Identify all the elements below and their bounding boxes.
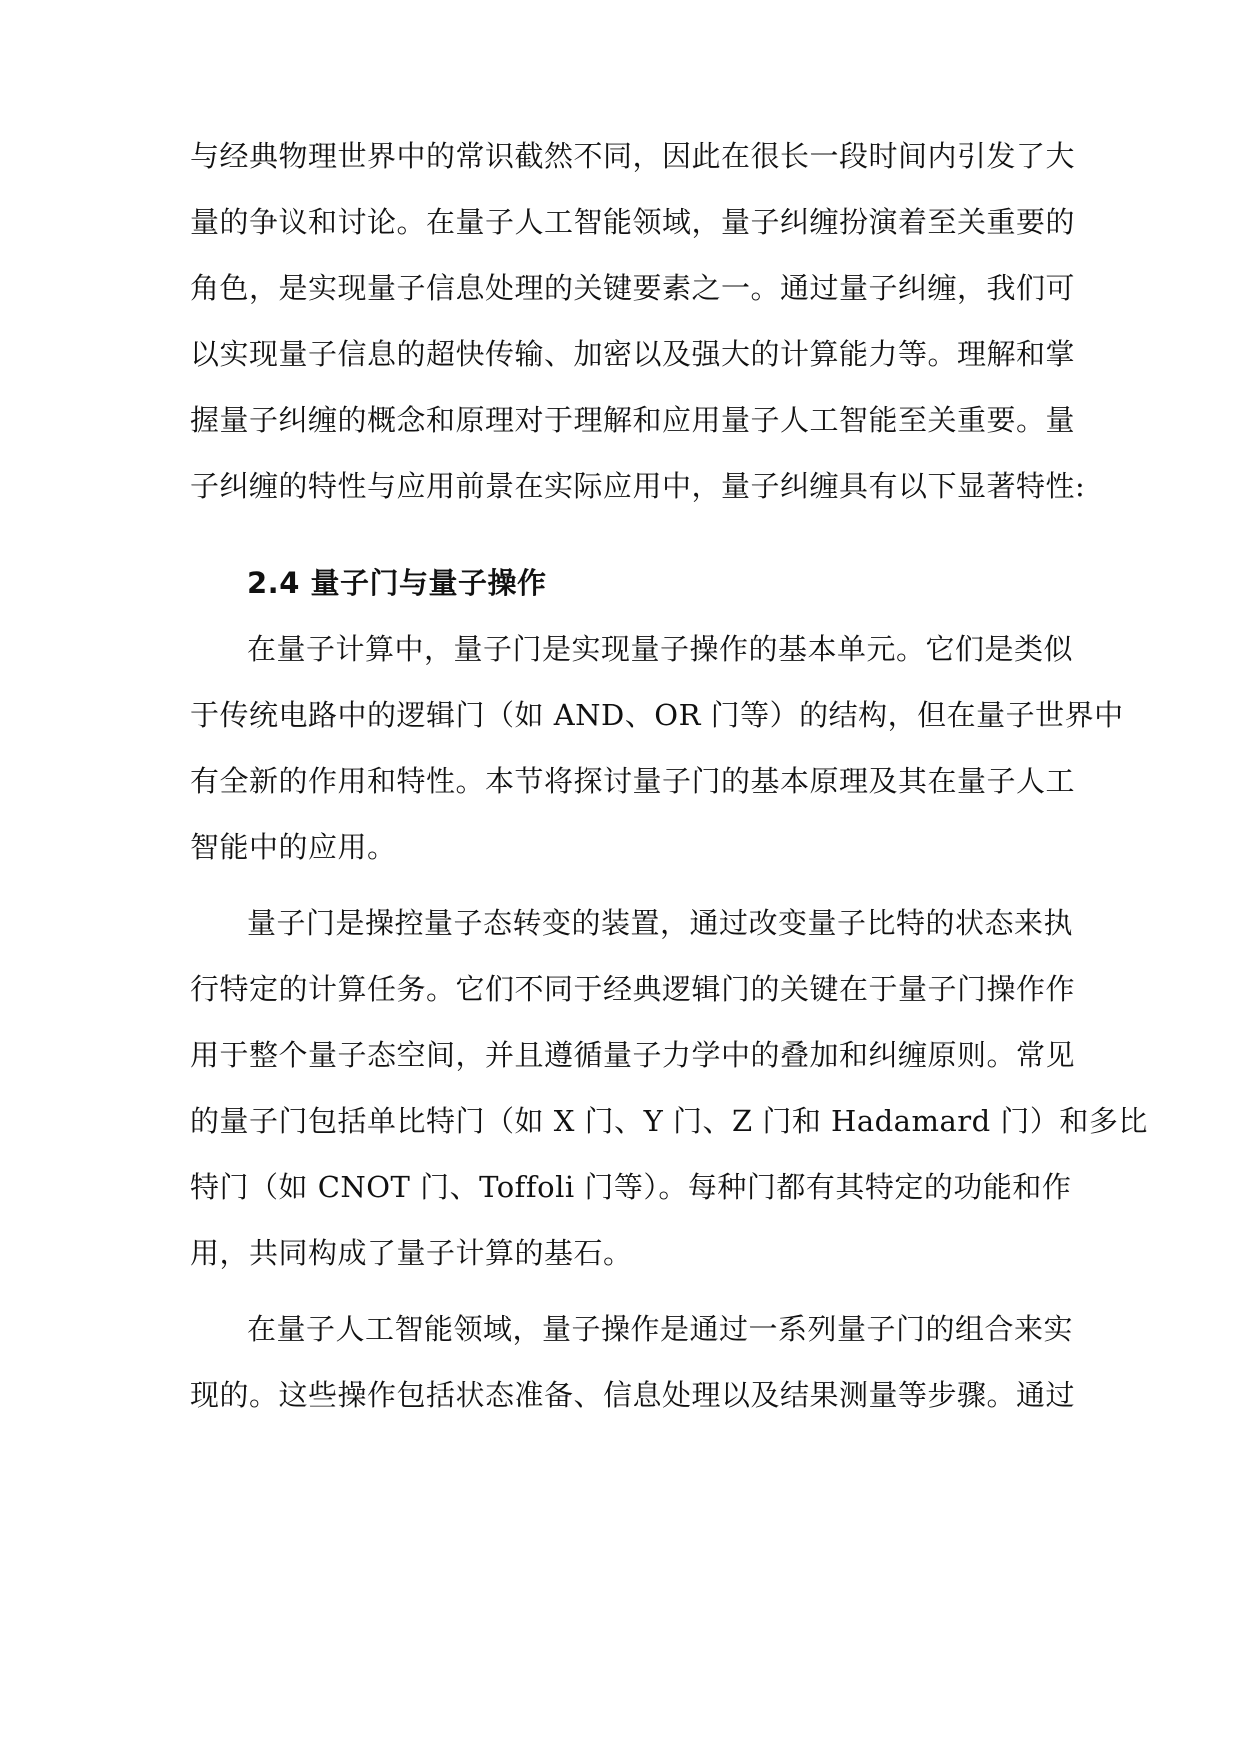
paragraph-line: 现的。这些操作包括状态准备、信息处理以及结果测量等步骤。通过: [190, 1378, 1076, 1412]
paragraph-line: 子纠缠的特性与应用前景在实际应用中，量子纠缠具有以下显著特性:: [190, 469, 1086, 503]
paragraph-line: 量的争议和讨论。在量子人工智能领域，量子纠缠扮演着至关重要的: [190, 205, 1076, 239]
paragraph-line: 量子门是操控量子态转变的装置，通过改变量子比特的状态来执: [247, 906, 1074, 940]
paragraph-line: 与经典物理世界中的常识截然不同，因此在很长一段时间内引发了大: [190, 139, 1076, 173]
paragraph-line: 智能中的应用。: [190, 830, 397, 864]
paragraph-line: 在量子人工智能领域，量子操作是通过一系列量子门的组合来实: [247, 1312, 1074, 1346]
paragraph-line: 用，共同构成了量子计算的基石。: [190, 1236, 633, 1270]
paragraph-line: 在量子计算中，量子门是实现量子操作的基本单元。它们是类似: [247, 632, 1074, 666]
paragraph-line: 的量子门包括单比特门（如 X 门、Y 门、Z 门和 Hadamard 门）和多比: [190, 1104, 1148, 1138]
paragraph-line: 角色，是实现量子信息处理的关键要素之一。通过量子纠缠，我们可: [190, 271, 1076, 305]
paragraph-line: 用于整个量子态空间，并且遵循量子力学中的叠加和纠缠原则。常见: [190, 1038, 1076, 1072]
paragraph-line: 有全新的作用和特性。本节将探讨量子门的基本原理及其在量子人工: [190, 764, 1076, 798]
paragraph-line: 特门（如 CNOT 门、Toffoli 门等）。每种门都有其特定的功能和作: [190, 1170, 1072, 1204]
section-heading: 2.4 量子门与量子操作: [247, 566, 547, 600]
paragraph-line: 于传统电路中的逻辑门（如 AND、OR 门等）的结构，但在量子世界中: [190, 698, 1124, 732]
paragraph-line: 以实现量子信息的超快传输、加密以及强大的计算能力等。理解和掌: [190, 337, 1076, 371]
paragraph-line: 握量子纠缠的概念和原理对于理解和应用量子人工智能至关重要。量: [190, 403, 1076, 437]
paragraph-line: 行特定的计算任务。它们不同于经典逻辑门的关键在于量子门操作作: [190, 972, 1076, 1006]
